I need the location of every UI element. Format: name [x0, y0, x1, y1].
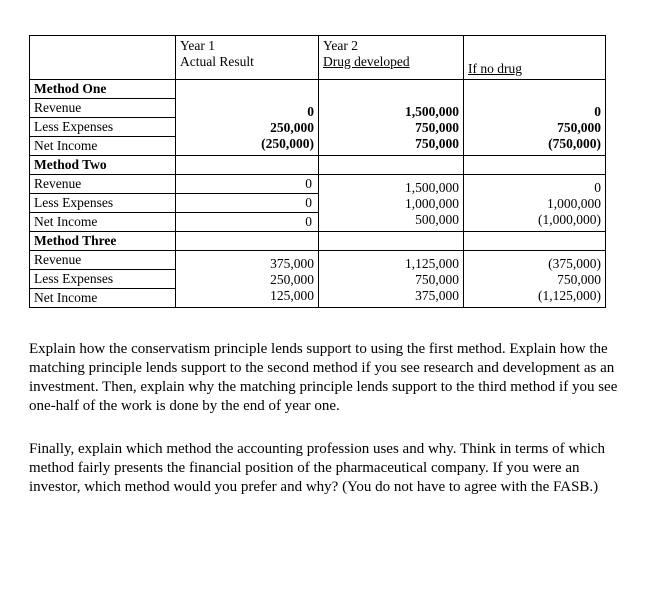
method-two-nodrug-revenue: 0	[594, 180, 601, 195]
question-text	[29, 340, 619, 521]
method-three-year1-revenue: 375,000	[270, 256, 314, 271]
method-three-nodrug-net-income: (1,125,000)	[538, 288, 601, 303]
method-two-nodrug-values	[464, 175, 606, 232]
header-nodrug-title: If no drug	[468, 60, 522, 76]
method-three-nodrug-expenses: 750,000	[557, 272, 601, 287]
method-two-nodrug-net-income: (1,000,000)	[538, 212, 601, 227]
method-three-nodrug-revenue: (375,000)	[548, 256, 601, 271]
header-year2-subtitle: Drug developed	[323, 53, 410, 69]
header-year2-title: Year 2	[323, 38, 359, 53]
method-three-title: Method Three	[30, 232, 176, 251]
method-one-nodrug-values	[464, 80, 606, 156]
method-two-title: Method Two	[30, 156, 176, 175]
method-three-year2-values	[319, 251, 464, 308]
paragraph-profession: Finally, explain which method the accounting profession uses and why. Think in terms of which method fairly presents the financial position of the pharmaceutical company. If you were an investor, which method would you prefer and why? (You do not have to agree with the FASB.)	[29, 441, 606, 495]
method-two-year2-revenue: 1,500,000	[405, 180, 459, 195]
row-label: Net Income	[30, 137, 176, 156]
row-label: Revenue	[30, 175, 176, 194]
method-two-year2-expenses: 1,000,000	[405, 196, 459, 211]
method-one-year2-values	[319, 80, 464, 156]
method-one-nodrug-expenses: 750,000	[557, 119, 601, 135]
method-one-title: Method One	[30, 80, 176, 99]
table-row	[30, 175, 606, 194]
row-label: Net Income	[30, 289, 176, 308]
method-two-year1-revenue: 0	[176, 175, 319, 194]
table-row	[30, 251, 606, 270]
method-one-year1-values	[176, 80, 319, 156]
row-label: Less Expenses	[30, 118, 176, 137]
method-two-year1-expenses: 0	[176, 194, 319, 213]
method-three-year2-expenses: 750,000	[415, 272, 459, 287]
method-three-year1-expenses: 250,000	[270, 272, 314, 287]
method-three-year1-net-income: 125,000	[270, 288, 314, 303]
method-two-year2-values	[319, 175, 464, 232]
method-one-nodrug-revenue: 0	[594, 103, 601, 119]
row-label: Less Expenses	[30, 194, 176, 213]
method-two-year2-net-income: 500,000	[415, 212, 459, 227]
method-two-heading-blank	[176, 156, 319, 175]
method-one-year2-net-income: 750,000	[415, 135, 459, 151]
method-three-heading-blank	[464, 232, 606, 251]
row-label: Revenue	[30, 99, 176, 118]
method-three-heading-blank	[319, 232, 464, 251]
income-comparison-table	[29, 35, 606, 308]
method-two-heading-row	[30, 156, 606, 175]
paragraph-principles: Explain how the conservatism principle lends support to using the first method. Explain how the matching principle lends support to the second method if you see research and development as an investment. Then, explain why the matching principle lends support to the third method if you see one-half of the work is done by the end of year one.	[29, 341, 618, 414]
method-one-nodrug-net-income: (750,000)	[548, 135, 601, 151]
row-label: Net Income	[30, 213, 176, 232]
method-three-year2-revenue: 1,125,000	[405, 256, 459, 271]
header-nodrug	[464, 36, 606, 80]
method-one-year2-revenue: 1,500,000	[405, 103, 459, 119]
method-three-heading-row	[30, 232, 606, 251]
method-three-heading-blank	[176, 232, 319, 251]
method-three-year2-net-income: 375,000	[415, 288, 459, 303]
row-label: Less Expenses	[30, 270, 176, 289]
method-one-heading-row	[30, 80, 606, 99]
header-year1-title: Year 1	[180, 38, 216, 53]
method-one-year1-net-income: (250,000)	[261, 135, 314, 151]
method-three-year1-values	[176, 251, 319, 308]
method-two-nodrug-expenses: 1,000,000	[547, 196, 601, 211]
header-year2	[319, 36, 464, 80]
method-two-heading-blank	[464, 156, 606, 175]
header-blank-cell	[30, 36, 176, 80]
row-label: Revenue	[30, 251, 176, 270]
header-year1-subtitle: Actual Result	[180, 53, 254, 69]
method-two-year1-net-income: 0	[176, 213, 319, 232]
method-one-year1-expenses: 250,000	[270, 119, 314, 135]
header-row	[30, 36, 606, 80]
method-three-nodrug-values	[464, 251, 606, 308]
header-year1	[176, 36, 319, 80]
method-one-year2-expenses: 750,000	[415, 119, 459, 135]
method-two-heading-blank	[319, 156, 464, 175]
method-one-year1-revenue: 0	[307, 103, 314, 119]
